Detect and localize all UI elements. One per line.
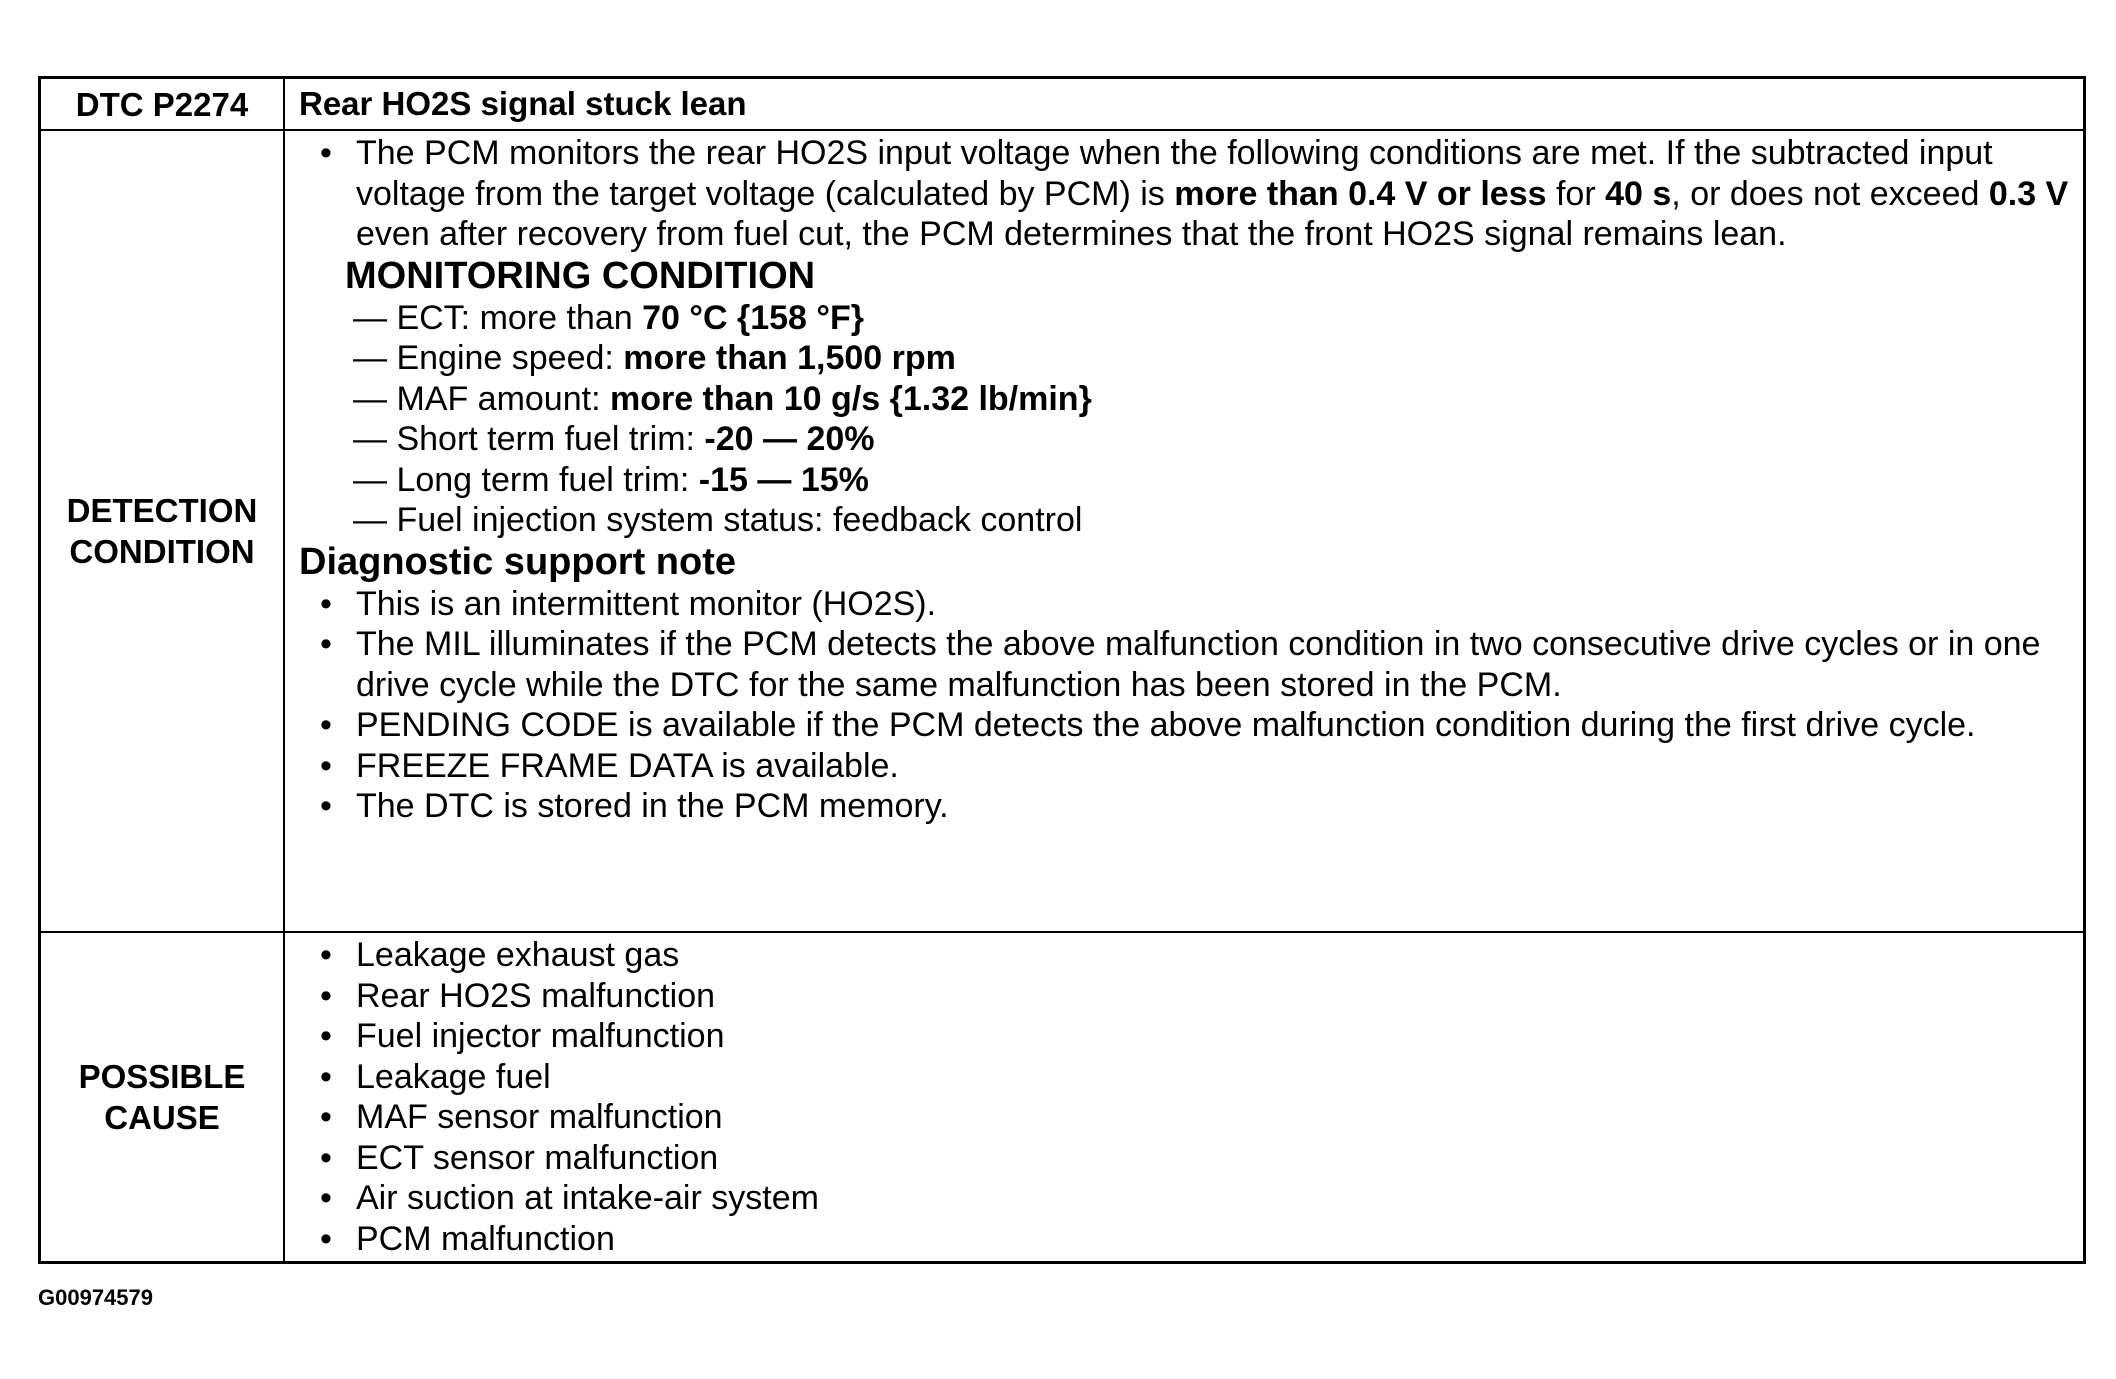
cause-item xyxy=(299,1097,2069,1138)
condition-item xyxy=(353,379,2069,420)
intro-paragraph xyxy=(299,133,2069,255)
note-item xyxy=(299,584,2069,625)
intro-bold-1: more than 0.4 V or less xyxy=(1174,174,1547,213)
bullet-mark: • xyxy=(320,1057,332,1096)
dtc-table xyxy=(38,76,2086,1264)
condition-item xyxy=(353,500,2069,541)
cause-text: Air suction at intake-air system xyxy=(356,1179,819,1217)
bullet-mark: • xyxy=(320,1138,332,1177)
note-text: FREEZE FRAME DATA is available. xyxy=(356,746,899,785)
cause-label-line1: POSSIBLE xyxy=(78,1058,246,1095)
condition-item xyxy=(353,460,2069,501)
intro-bold-3: 0.3 V xyxy=(1988,174,2069,213)
note-text: The MIL illuminates if the PCM detects the above malfunction condition in two consecutive drive cycles or in one drive cycle while the DTC for the same malfunction has been stored in the PCM. xyxy=(356,625,2041,704)
monitoring-heading: MONITORING CONDITION xyxy=(345,254,816,297)
cause-item xyxy=(299,1016,2069,1057)
condition-value: more than 1,500 rpm xyxy=(623,339,956,377)
bullet-mark: • xyxy=(320,1017,332,1055)
note-item xyxy=(299,624,2069,705)
dtc-code-cell xyxy=(41,79,285,129)
note-item xyxy=(299,786,2069,827)
intro-bold-2: 40 s xyxy=(1605,174,1672,213)
cause-text: Fuel injector malfunction xyxy=(356,1017,725,1055)
cause-text: MAF sensor malfunction xyxy=(356,1098,723,1136)
bullet-mark: • xyxy=(320,134,332,172)
bullet-mark: • xyxy=(320,1098,332,1136)
condition-value: -15 — 15% xyxy=(698,460,869,499)
bullet-mark: • xyxy=(320,1179,332,1217)
condition-label: — ECT: more than xyxy=(353,298,643,337)
condition-label: — Fuel injection system status: feedback control xyxy=(353,501,1083,539)
header-row xyxy=(41,79,2083,131)
bullet-mark: • xyxy=(320,625,332,663)
bullet-mark: • xyxy=(320,1219,332,1258)
intro-text-2: for xyxy=(1546,174,1606,213)
dtc-code: DTC P2274 xyxy=(75,85,249,123)
cause-text: PCM malfunction xyxy=(356,1219,615,1258)
note-text: The DTC is stored in the PCM memory. xyxy=(356,787,949,825)
bullet-mark: • xyxy=(320,746,332,785)
bullet-mark: • xyxy=(320,976,332,1015)
condition-value: -20 — 20% xyxy=(704,420,875,458)
condition-label: — Engine speed: xyxy=(353,339,624,377)
condition-label: — MAF amount: xyxy=(353,379,610,418)
condition-value: 70 °C {158 °F} xyxy=(642,298,864,337)
bullet-mark: • xyxy=(320,706,332,744)
cause-item xyxy=(299,1057,2069,1098)
note-item xyxy=(299,705,2069,746)
cause-content-cell xyxy=(285,933,2083,1261)
condition-label: — Short term fuel trim: xyxy=(353,420,705,458)
detection-row xyxy=(41,131,2083,933)
cause-text: Leakage fuel xyxy=(356,1057,551,1096)
figure-id: G00974579 xyxy=(38,1285,153,1310)
cause-item xyxy=(299,1219,2069,1260)
bullet-mark: • xyxy=(320,787,332,825)
diagnostic-notes-list xyxy=(299,584,2069,827)
intro-text-3: , or does not exceed xyxy=(1671,174,1989,213)
cause-text: ECT sensor malfunction xyxy=(356,1138,719,1177)
detection-label-cell xyxy=(41,131,285,931)
bullet-mark: • xyxy=(320,936,332,974)
cause-row xyxy=(41,933,2083,1261)
cause-item xyxy=(299,1138,2069,1179)
intro-list xyxy=(299,133,2069,255)
condition-value: more than 10 g/s {1.32 lb/min} xyxy=(609,379,1092,418)
condition-item xyxy=(353,298,2069,339)
note-text: PENDING CODE is available if the PCM detects the above malfunction condition during the first drive cycle. xyxy=(356,706,1976,744)
bullet-mark: • xyxy=(320,584,332,623)
cause-label-cell xyxy=(41,933,285,1261)
condition-label: — Long term fuel trim: xyxy=(353,460,699,499)
condition-item xyxy=(353,338,2069,379)
note-item xyxy=(299,746,2069,787)
cause-list xyxy=(299,935,2069,1259)
dtc-title-cell xyxy=(285,79,2083,129)
condition-item xyxy=(353,419,2069,460)
detection-content-cell xyxy=(285,131,2083,931)
detection-label-line1: DETECTION xyxy=(66,492,258,529)
cause-label-line2: CAUSE xyxy=(104,1099,220,1136)
dtc-title: Rear HO2S signal stuck lean xyxy=(299,85,747,122)
cause-item xyxy=(299,935,2069,976)
intro-text-1: The PCM monitors the rear HO2S input voltage when the following conditions are met. If the subtracted input voltage from the target voltage (calculated by PCM) is xyxy=(356,134,1993,213)
cause-text: Rear HO2S malfunction xyxy=(356,976,716,1015)
cause-item xyxy=(299,976,2069,1017)
cause-item xyxy=(299,1178,2069,1219)
note-text: This is an intermittent monitor (HO2S). xyxy=(356,584,937,623)
cause-text: Leakage exhaust gas xyxy=(356,936,680,974)
intro-text-4: even after recovery from fuel cut, the PCM determines that the front HO2S signal remains lean. xyxy=(356,215,1787,253)
diagnostic-heading: Diagnostic support note xyxy=(299,540,736,583)
detection-label-line2: CONDITION xyxy=(69,533,255,570)
condition-list xyxy=(299,298,2069,541)
